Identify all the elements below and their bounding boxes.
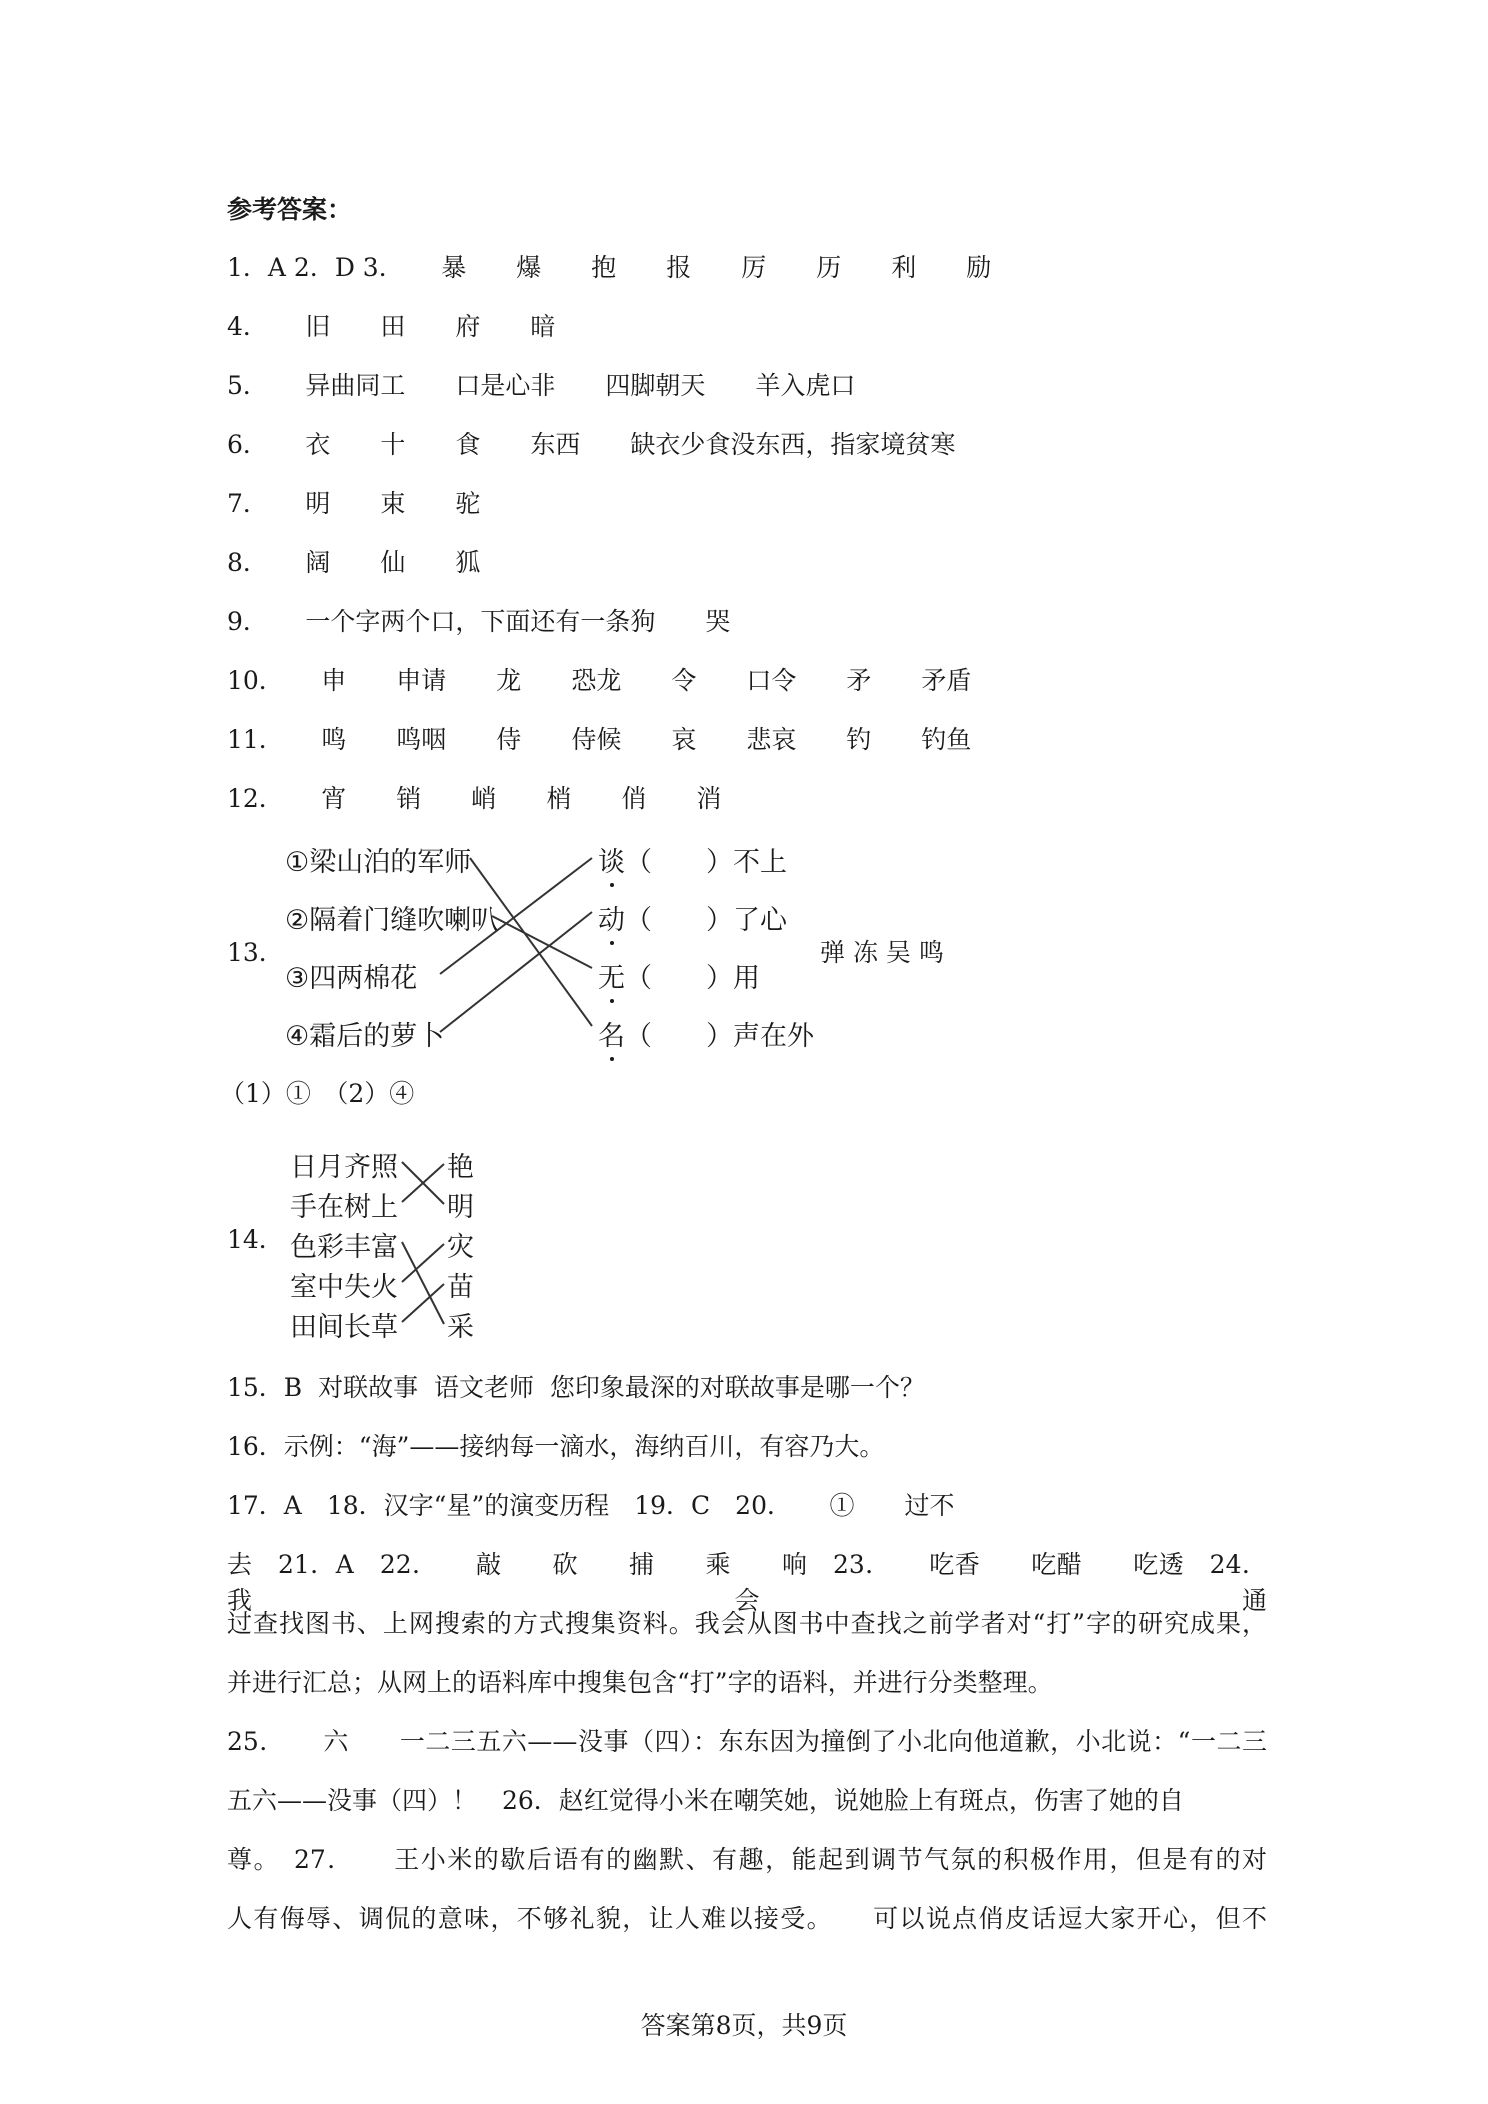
answer-line-11: 11． 鸣 鸣咽 侍 侍候 哀 悲哀 钓 钓鱼 [227,725,972,754]
q14-left-5: 田间长草 [290,1312,398,1343]
answer-line-16: 16．示例：“海”——接纳每一滴水，海纳百川，有容乃大。 [227,1432,885,1461]
q14-right-3: 灾 [447,1232,474,1263]
q13-sub-answers: （1）① （2）④ [220,1079,415,1108]
answer-line-15: 15．B 对联故事 语文老师 您印象最深的对联故事是哪一个？ [227,1373,925,1402]
q14-left-4: 室中失火 [290,1272,398,1303]
answer-line-24: 人有侮辱、调侃的意味，不够礼貌，让人难以接受。 可以说点俏皮话逗大家开心，但不 [227,1904,1267,1933]
q14-line-5 [402,1284,444,1322]
answer-line-1: 1．A 2．D 3． 暴 爆 抱 报 厉 历 利 励 [227,253,992,282]
answer-line-22: 五六——没事（四）！ 26．赵红觉得小米在嘲笑她，说她脸上有斑点，伤害了她的自 [227,1786,1184,1815]
answer-line-21: 25． 六 一二三五六——没事（四）：东东因为撞倒了小北向他道歉，小北说：“一二三 [227,1727,1267,1756]
q14-left-1: 日月齐照 [290,1152,398,1183]
answer-line-17: 17．A 18．汉字“星”的演变历程 19．C 20． ① 过不 [227,1491,955,1520]
answer-line-6: 6． 衣 十 食 东西 缺衣少食没东西，指家境贫寒 [227,430,956,459]
answer-line-20: 并进行汇总；从网上的语料库中搜集包含“打”字的语料，并进行分类整理。 [227,1668,1053,1697]
answers-heading: 参考答案： [227,195,353,224]
q14-right-2: 明 [447,1192,474,1223]
q13-left-4: ④霜后的萝卜 [285,1021,445,1052]
answer-line-7: 7． 明 束 驼 [227,489,481,518]
q13-left-3: ③四两棉花 [285,963,418,994]
answer-line-23: 尊。 27． 王小米的歇后语有的幽默、有趣，能起到调节气氛的积极作用，但是有的对 [227,1845,1267,1874]
q14-left-2: 手在树上 [290,1192,398,1223]
q13-left-2: ②隔着门缝吹喇叭 [285,905,499,936]
q14-right-4: 苗 [447,1272,474,1303]
answer-line-19: 过查找图书、上网搜索的方式搜集资料。我会从图书中查找之前学者对“打”字的研究成果， [227,1609,1267,1638]
q13-right-4: 名（ ）声在外 [598,1014,814,1053]
answer-line-12: 12． 宵 销 峭 梢 俏 消 [227,784,722,813]
answer-line-9: 9． 一个字两个口，下面还有一条狗 哭 [227,607,731,636]
answer-line-4: 4． 旧 田 府 暗 [227,312,556,341]
q14-right-5: 采 [447,1312,474,1343]
answer-line-18: 去 21．A 22． 敲 砍 捕 乘 响 23． 吃香 吃醋 吃透 24．我会通 [227,1550,1267,1615]
q14-line-4 [402,1244,444,1282]
q13-answer: 弹 冻 吴 鸣 [820,938,944,967]
answer-line-10: 10． 申 申请 龙 恐龙 令 口令 矛 矛盾 [227,666,972,695]
page-footer: 答案第8页，共9页 [640,2011,848,2040]
q14-left-3: 色彩丰富 [290,1232,398,1263]
q14-line-3 [402,1242,444,1324]
q14-label: 14． [227,1225,284,1254]
q13-right-2: 动（ ）了心 [598,898,787,937]
q13-label: 13． [227,938,284,967]
answer-line-5: 5． 异曲同工 口是心非 四脚朝天 羊入虎口 [227,371,856,400]
q13-left-1: ①梁山泊的军师 [285,847,472,878]
answer-line-8: 8． 阔 仙 狐 [227,548,481,577]
q13-right-1: 谈（ ）不上 [598,840,787,879]
q13-right-3: 无（ ）用 [598,956,760,995]
q14-right-1: 艳 [447,1152,474,1183]
